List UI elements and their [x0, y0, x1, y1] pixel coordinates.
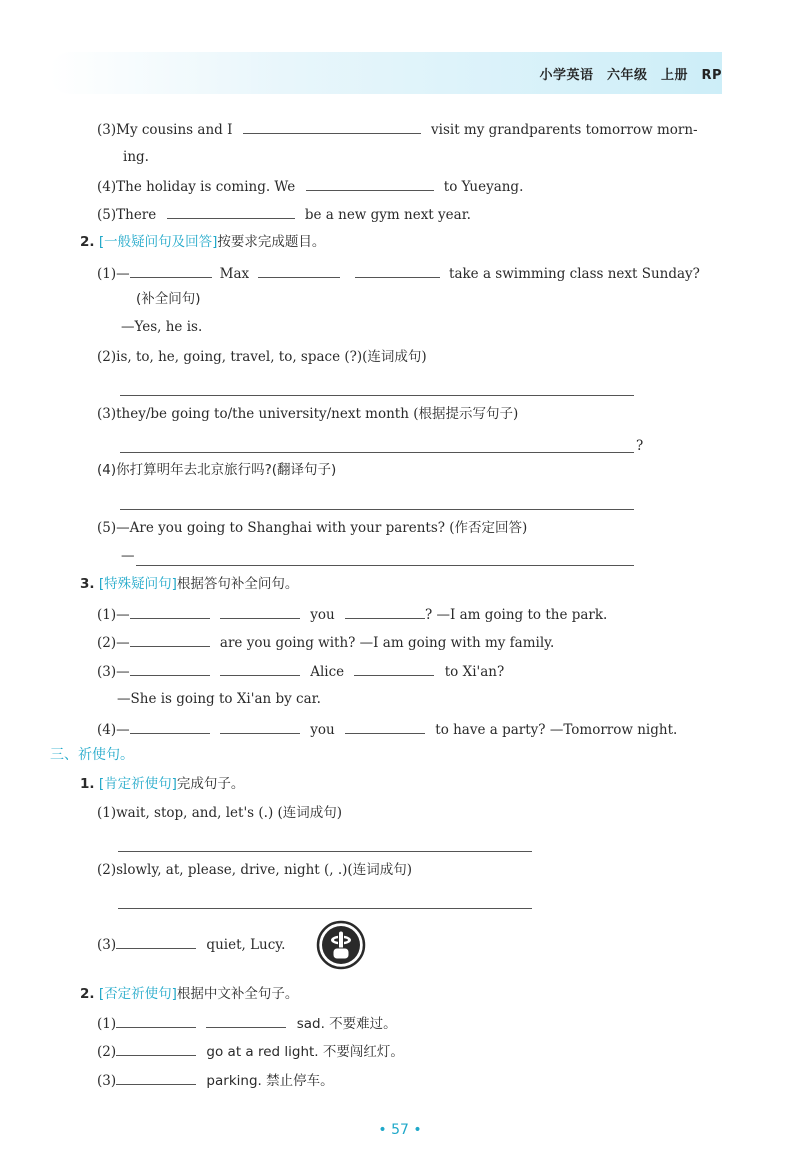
q3-item-3-answer: —She is going to Xi'an by car.	[117, 691, 321, 707]
answer-line[interactable]	[136, 565, 634, 566]
answer-line[interactable]	[118, 851, 532, 852]
question-number: 2.	[80, 234, 95, 250]
answer-blank[interactable]	[130, 605, 210, 619]
q2-item-5: (5)—Are you going to Shanghai with your parents? (作否定回答)	[97, 520, 528, 536]
imp2-item-2	[97, 1042, 404, 1061]
q2-item-5-dash: —	[121, 548, 135, 564]
q3-item-2	[97, 633, 554, 652]
question-3-heading	[80, 575, 298, 593]
answer-blank[interactable]	[130, 662, 210, 676]
question-instruction: 完成句子。	[176, 776, 245, 792]
item-suffix: parking. 禁止停车。	[206, 1073, 334, 1089]
answer-blank[interactable]	[130, 720, 210, 734]
item-suffix: take a swimming class next Sunday?	[449, 266, 700, 282]
answer-blank[interactable]	[345, 720, 425, 734]
item-prefix: (3)	[97, 1073, 117, 1089]
question-instruction: 根据中文补全句子。	[176, 986, 299, 1002]
item-suffix: ? —I am going to the park.	[424, 607, 608, 623]
answer-blank[interactable]	[167, 205, 295, 219]
imp2-item-1	[97, 1014, 397, 1033]
imp1-item-1: (1)wait, stop, and, let's (.) (连词成句)	[97, 805, 343, 821]
question-tag: [否定祈使句]	[98, 986, 177, 1002]
item-word: you	[310, 607, 335, 623]
item-suffix: sad. 不要难过。	[296, 1016, 397, 1032]
exercise-3-continuation: ing.	[123, 149, 149, 165]
answer-line[interactable]	[120, 395, 634, 396]
answer-line[interactable]	[118, 908, 532, 909]
q2-item-1-note: (补全问句)	[136, 291, 201, 307]
answer-blank[interactable]	[243, 120, 421, 134]
answer-blank[interactable]	[206, 1014, 286, 1028]
question-tag: [肯定祈使句]	[98, 776, 177, 792]
imperative-1-heading	[80, 775, 244, 793]
answer-blank[interactable]	[258, 264, 340, 278]
item-suffix: go at a red light. 不要闯红灯。	[206, 1044, 404, 1060]
quiet-hush-icon	[316, 920, 366, 970]
exercise-3-prefix: (3)My cousins and I	[97, 122, 233, 138]
item-suffix: are you going with? —I am going with my family.	[219, 635, 555, 651]
answer-blank[interactable]	[116, 1014, 196, 1028]
q2-item-3-end: ?	[636, 438, 644, 454]
answer-blank[interactable]	[130, 633, 210, 647]
item-prefix: (2)	[97, 1044, 117, 1060]
exercise-5	[97, 205, 471, 224]
question-instruction: 按要求完成题目。	[217, 234, 326, 250]
q3-item-3	[97, 662, 504, 681]
q2-item-2: (2)is, to, he, going, travel, to, space (?)(连词成句)	[97, 349, 427, 365]
q3-item-4	[97, 720, 677, 739]
question-tag: [一般疑问句及回答]	[98, 234, 218, 250]
question-number: 1.	[80, 776, 95, 792]
answer-blank[interactable]	[355, 264, 440, 278]
q2-item-1-answer: —Yes, he is.	[121, 319, 203, 335]
item-suffix: quiet, Lucy.	[206, 937, 286, 953]
item-word: you	[310, 722, 335, 738]
q3-item-1	[97, 605, 607, 624]
exercise-4-prefix: (4)The holiday is coming. We	[97, 179, 296, 195]
answer-blank[interactable]	[116, 935, 196, 949]
item-prefix: (4)—	[97, 722, 130, 738]
answer-blank[interactable]	[306, 177, 434, 191]
item-prefix: (1)	[97, 1016, 117, 1032]
item-word: Alice	[310, 664, 345, 680]
exercise-5-suffix: be a new gym next year.	[304, 207, 471, 223]
answer-blank[interactable]	[116, 1042, 196, 1056]
item-prefix: (3)—	[97, 664, 130, 680]
item-prefix: (1)—	[97, 266, 130, 282]
answer-blank[interactable]	[354, 662, 434, 676]
page-number: • 57 •	[378, 1122, 422, 1138]
imp2-item-3	[97, 1071, 334, 1090]
answer-blank[interactable]	[130, 264, 212, 278]
exercise-4	[97, 177, 523, 196]
question-number: 3.	[80, 576, 95, 592]
item-suffix: to have a party? —Tomorrow night.	[435, 722, 678, 738]
question-2-heading	[80, 233, 325, 251]
imp1-item-2: (2)slowly, at, please, drive, night (, .)(连词成句)	[97, 862, 412, 878]
header-title: 小学英语 六年级 上册 RP	[539, 68, 722, 83]
answer-blank[interactable]	[116, 1071, 196, 1085]
page-header	[50, 52, 722, 94]
answer-blank[interactable]	[220, 662, 300, 676]
answer-blank[interactable]	[345, 605, 425, 619]
exercise-4-suffix: to Yueyang.	[443, 179, 524, 195]
exercise-3-suffix: visit my grandparents tomorrow morn-	[431, 122, 698, 138]
answer-blank[interactable]	[220, 720, 300, 734]
item-suffix: to Xi'an?	[444, 664, 505, 680]
q2-item-3: (3)they/be going to/the university/next month (根据提示写句子)	[97, 406, 519, 422]
question-instruction: 根据答句补全问句。	[176, 576, 299, 592]
q2-item-1	[97, 264, 700, 283]
question-tag: [特殊疑问句]	[98, 576, 177, 592]
item-prefix: (2)—	[97, 635, 130, 651]
item-prefix: (1)—	[97, 607, 130, 623]
item-prefix: (3)	[97, 937, 117, 953]
section-3-title: 三、祈使句。	[50, 747, 134, 763]
answer-line[interactable]	[120, 509, 634, 510]
item-word: Max	[219, 266, 250, 282]
exercise-3	[97, 120, 698, 139]
exercise-5-prefix: (5)There	[97, 207, 157, 223]
imp1-item-3	[97, 935, 285, 954]
answer-line[interactable]	[120, 452, 634, 453]
q2-item-4: (4)你打算明年去北京旅行吗?(翻译句子)	[97, 462, 337, 478]
imperative-2-heading	[80, 985, 298, 1003]
answer-blank[interactable]	[220, 605, 300, 619]
question-number: 2.	[80, 986, 95, 1002]
